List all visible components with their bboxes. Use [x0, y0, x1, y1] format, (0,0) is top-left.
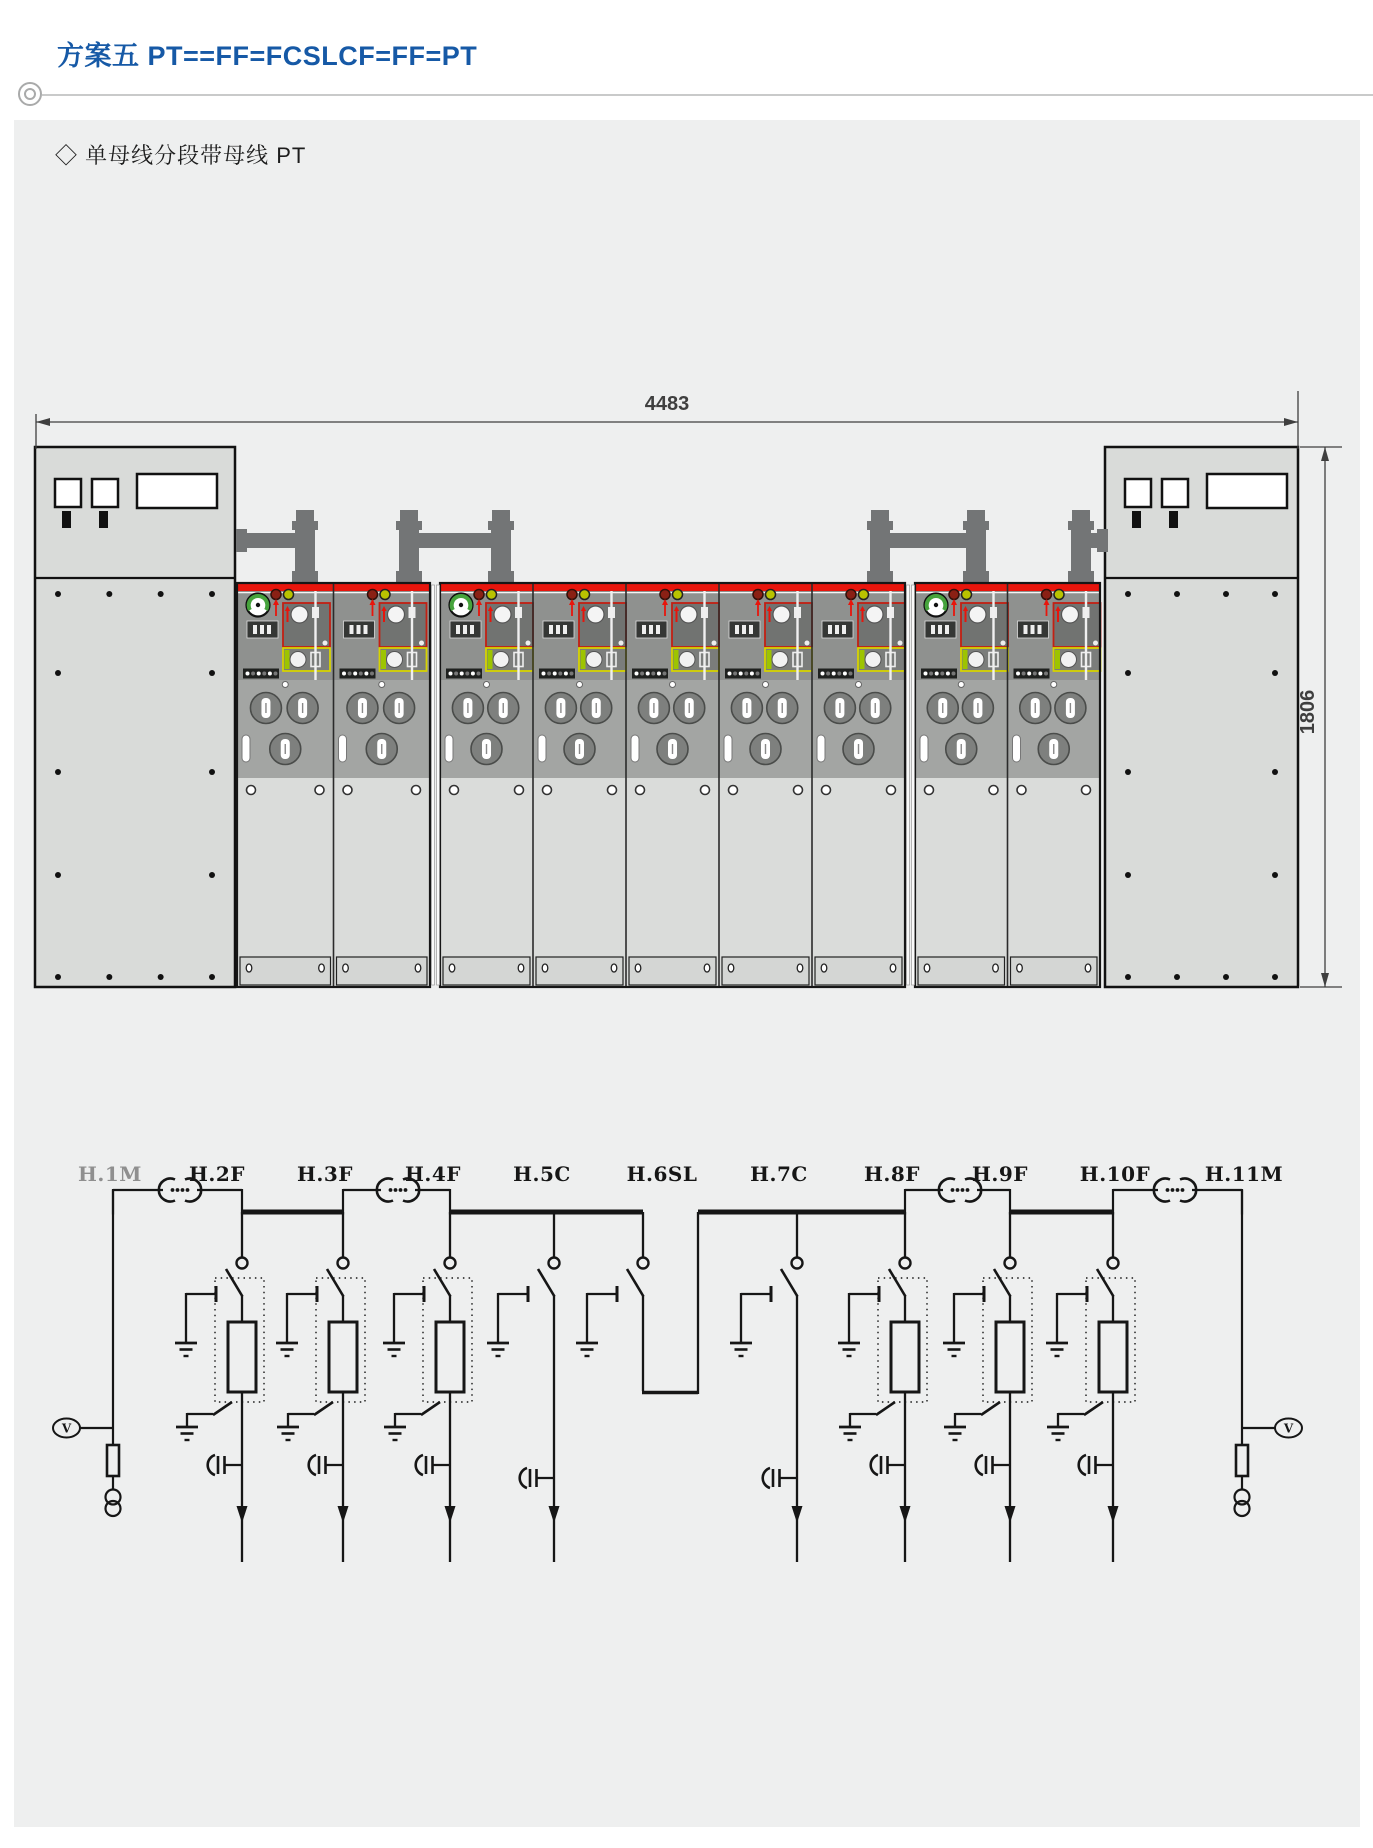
schematic-unit-H.10F [1046, 1162, 1150, 1562]
fuse-cover-icon [270, 734, 301, 765]
unit-label: H.6SL [626, 1162, 698, 1186]
fuse-cover-icon [452, 693, 483, 724]
switch-mechanism-box [380, 603, 427, 647]
bushing-icon [963, 510, 989, 583]
fuse-cover-icon [1020, 693, 1051, 724]
voltmeter-label: V [61, 1421, 72, 1436]
lever-slot [724, 735, 732, 762]
fuse-cover-icon [1038, 734, 1069, 765]
switch-mechanism-box [579, 603, 626, 647]
schematic-unit-H.9F [943, 1162, 1032, 1562]
switch-mechanism-box [283, 603, 330, 647]
indicator-strip [340, 669, 376, 679]
kick-plate [815, 957, 902, 985]
fuse-cover-icon [545, 693, 576, 724]
nameplate [925, 621, 956, 638]
fuse-cover-icon [1055, 693, 1086, 724]
schematic-unit-H.1M [53, 1162, 142, 1516]
unit-label: H.7C [750, 1162, 808, 1186]
fuse-cover-icon [657, 734, 688, 765]
kick-plate [1011, 957, 1098, 985]
lever-slot [242, 735, 250, 762]
indicator-strip [632, 669, 668, 679]
switch-mechanism-box [672, 603, 719, 647]
kick-plate [918, 957, 1005, 985]
fuse-cover-icon [860, 693, 891, 724]
schematic-unit-H.11M [1205, 1162, 1302, 1516]
kick-plate [337, 957, 428, 985]
fuse-cover-icon [674, 693, 705, 724]
fuse-cover-icon [750, 734, 781, 765]
fuse-cover-icon [366, 734, 397, 765]
unit-label: H.11M [1204, 1162, 1284, 1186]
unit-label: H.1M [78, 1162, 142, 1186]
section-subtitle: ◇ 单母线分段带母线 PT [55, 143, 307, 168]
schematic-unit-H.6SL [576, 1162, 698, 1394]
voltmeter-label: V [1283, 1421, 1294, 1436]
fuse-symbol [1099, 1322, 1127, 1392]
unit-label: H.2F [189, 1162, 245, 1186]
switch-mechanism-box [1054, 603, 1101, 647]
page-title: 方案五 PT==FF=FCSLCF=FF=PT [57, 41, 478, 71]
fuse-cover-icon [564, 734, 595, 765]
meter-window [1125, 479, 1151, 507]
fuse-symbol [329, 1322, 357, 1392]
fuse-access-box [1054, 648, 1101, 671]
fuse-cover-icon [347, 693, 378, 724]
schematic-unit-H.7C [730, 1162, 808, 1562]
kick-plate [443, 957, 530, 985]
fuse-symbol [996, 1322, 1024, 1392]
switch-mechanism-box [765, 603, 812, 647]
unit-label: H.3F [297, 1162, 353, 1186]
fuse-cover-icon [581, 693, 612, 724]
nameplate [344, 621, 375, 638]
kick-plate [629, 957, 716, 985]
schematic-unit-H.5C [487, 1162, 571, 1562]
fuse-access-box [858, 648, 905, 671]
nameplate [822, 621, 853, 638]
indicator-strip [1014, 669, 1050, 679]
single-line-diagram [53, 1162, 1302, 1562]
bushing-icon [292, 510, 318, 583]
nameplate [1018, 621, 1049, 638]
bushing-icon [867, 510, 893, 583]
kick-plate [536, 957, 623, 985]
nameplate [450, 621, 481, 638]
schematic-unit-H.8F [838, 1162, 927, 1562]
lever-slot [445, 735, 453, 762]
nameplate [636, 621, 667, 638]
busbar-red [440, 583, 905, 591]
left-pt-cabinet [35, 447, 235, 987]
lever-slot [631, 735, 639, 762]
lever-slot [538, 735, 546, 762]
fuse-cover-icon [962, 693, 993, 724]
nameplate [729, 621, 760, 638]
fuse-access-box [765, 648, 812, 671]
meter-window [55, 479, 81, 507]
fuse-cover-icon [843, 734, 874, 765]
fuse-access-box [380, 648, 427, 671]
schematic-unit-H.3F [276, 1162, 365, 1562]
fuse-access-box [961, 648, 1008, 671]
pt-fuse-symbol [1236, 1445, 1248, 1476]
dimension-width-label: 4483 [644, 393, 690, 415]
switch-mechanism-box [486, 603, 533, 647]
fuse-cover-icon [946, 734, 977, 765]
schematic-unit-H.2F [175, 1162, 264, 1562]
meter-window [92, 479, 118, 507]
display-window [1207, 474, 1287, 508]
indicator-strip [243, 669, 279, 679]
bushing-icon [488, 510, 514, 583]
roof-bus-links [236, 510, 1108, 583]
lever-slot [339, 735, 347, 762]
kick-plate [240, 957, 331, 985]
fuse-cover-icon [250, 693, 281, 724]
indicator-strip [539, 669, 575, 679]
pressure-gauge-icon [450, 594, 473, 617]
fuse-cover-icon [731, 693, 762, 724]
fuse-access-box [672, 648, 719, 671]
indicator-strip [725, 669, 761, 679]
fuse-cover-icon [824, 693, 855, 724]
pressure-gauge-icon [247, 594, 270, 617]
meter-window [1162, 479, 1188, 507]
fuse-symbol [228, 1322, 256, 1392]
right-pt-cabinet [1105, 447, 1298, 987]
pressure-gauge-icon [925, 594, 948, 617]
fuse-cover-icon [767, 693, 798, 724]
bushing-icon [396, 510, 422, 583]
indicator-strip [921, 669, 957, 679]
fuse-cover-icon [471, 734, 502, 765]
bushing-icon [1068, 510, 1094, 583]
indicator-strip [446, 669, 482, 679]
unit-label: H.8F [864, 1162, 920, 1186]
handle [1132, 511, 1141, 528]
indicator-strip [818, 669, 854, 679]
fuse-cover-icon [638, 693, 669, 724]
elevation-view [35, 447, 1298, 987]
switch-mechanism-box [961, 603, 1008, 647]
fuse-access-box [486, 648, 533, 671]
rmu-group-3 [915, 583, 1101, 987]
switch-mechanism-box [858, 603, 905, 647]
dimension-height-label: 1806 [1297, 689, 1319, 735]
fuse-symbol [891, 1322, 919, 1392]
display-window [137, 474, 217, 508]
unit-label: H.4F [405, 1162, 461, 1186]
pt-fuse-symbol [107, 1445, 119, 1476]
lever-slot [817, 735, 825, 762]
unit-label: H.5C [513, 1162, 571, 1186]
rmu-group-1 [237, 583, 430, 987]
handle [62, 511, 71, 528]
fuse-access-box [283, 648, 330, 671]
kick-plate [722, 957, 809, 985]
fuse-symbol [436, 1322, 464, 1392]
fuse-cover-icon [287, 693, 318, 724]
handle [1169, 511, 1178, 528]
fuse-cover-icon [384, 693, 415, 724]
unit-label: H.9F [972, 1162, 1028, 1186]
lever-slot [920, 735, 928, 762]
nameplate [247, 621, 278, 638]
nameplate [543, 621, 574, 638]
fuse-access-box [579, 648, 626, 671]
handle [99, 511, 108, 528]
lever-slot [1013, 735, 1021, 762]
fuse-cover-icon [927, 693, 958, 724]
fuse-cover-icon [488, 693, 519, 724]
schematic-unit-H.4F [383, 1162, 472, 1562]
rmu-group-2 [440, 583, 905, 987]
unit-label: H.10F [1079, 1162, 1151, 1186]
